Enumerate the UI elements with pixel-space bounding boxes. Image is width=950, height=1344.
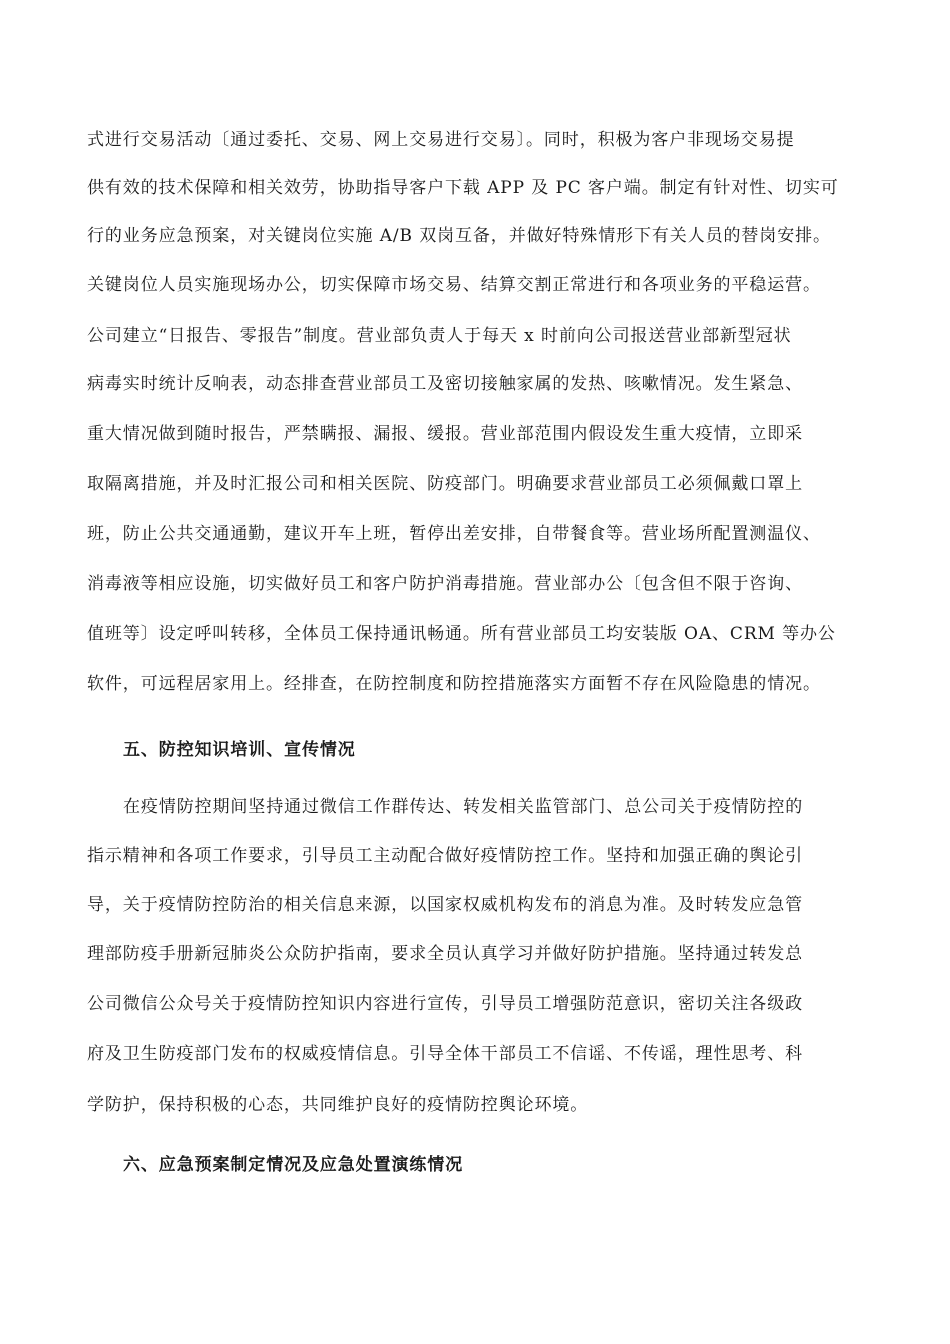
paragraph-line: 理部防疫手册新冠肺炎公众防护指南，要求全员认真学习并做好防护措施。坚持通过转发总 xyxy=(87,944,803,964)
paragraph-line: 消毒液等相应设施，切实做好员工和客户防护消毒措施。营业部办公〔包含但不限于咨询、 xyxy=(87,574,803,594)
paragraph-line: 府及卫生防疫部门发布的权威疫情信息。引导全体干部员工不信谣、不传谣，理性思考、科 xyxy=(87,1044,803,1064)
paragraph-line: 指示精神和各项工作要求，引导员工主动配合做好疫情防控工作。坚持和加强正确的舆论引 xyxy=(87,846,803,866)
paragraph-line: 导，关于疫情防控防治的相关信息来源，以国家权威机构发布的消息为准。及时转发应急管 xyxy=(87,895,803,915)
paragraph-line: 式进行交易活动〔通过委托、交易、网上交易进行交易〕。同时，积极为客户非现场交易提 xyxy=(87,130,795,150)
paragraph-line: 行的业务应急预案，对关键岗位实施 A/B 双岗互备，并做好特殊情形下有关人员的替岗安排。 xyxy=(87,226,831,246)
section-heading-5: 五、防控知识培训、宣传情况 xyxy=(123,740,356,760)
paragraph-line: 病毒实时统计反响表，动态排查营业部员工及密切接触家属的发热、咳嗽情况。发生紧急、 xyxy=(87,374,803,394)
paragraph-line: 公司建立“日报告、零报告”制度。营业部负责人于每天 x 时前向公司报送营业部新型冠状 xyxy=(87,326,792,346)
paragraph-line: 班，防止公共交通通勤，建议开车上班，暂停出差安排，自带餐食等。营业场所配置测温仪、 xyxy=(87,524,821,544)
paragraph-line: 学防护，保持积极的心态，共同维护良好的疫情防控舆论环境。 xyxy=(87,1095,589,1115)
paragraph-line: 公司微信公众号关于疫情防控知识内容进行宣传，引导员工增强防范意识，密切关注各级政 xyxy=(87,994,803,1014)
paragraph-line: 在疫情防控期间坚持通过微信工作群传达、转发相关监管部门、总公司关于疫情防控的 xyxy=(123,797,804,817)
paragraph-line: 供有效的技术保障和相关效劳，协助指导客户下载 APP 及 PC 客户端。制定有针对性、切实可 xyxy=(87,178,839,198)
paragraph-line: 值班等〕设定呼叫转移，全体员工保持通讯畅通。所有营业部员工均安装版 OA、CRM 等办公 xyxy=(87,624,836,644)
section-heading-6: 六、应急预案制定情况及应急处置演练情况 xyxy=(123,1155,464,1175)
paragraph-line: 关键岗位人员实施现场办公，切实保障市场交易、结算交割正常进行和各项业务的平稳运营。 xyxy=(87,275,821,295)
paragraph-line: 取隔离措施，并及时汇报公司和相关医院、防疫部门。明确要求营业部员工必须佩戴口罩上 xyxy=(87,474,803,494)
paragraph-line: 软件，可远程居家用上。经排查，在防控制度和防控措施落实方面暂不存在风险隐患的情况。 xyxy=(87,674,821,694)
paragraph-line: 重大情况做到随时报告，严禁瞒报、漏报、缓报。营业部范围内假设发生重大疫情，立即采 xyxy=(87,424,803,444)
